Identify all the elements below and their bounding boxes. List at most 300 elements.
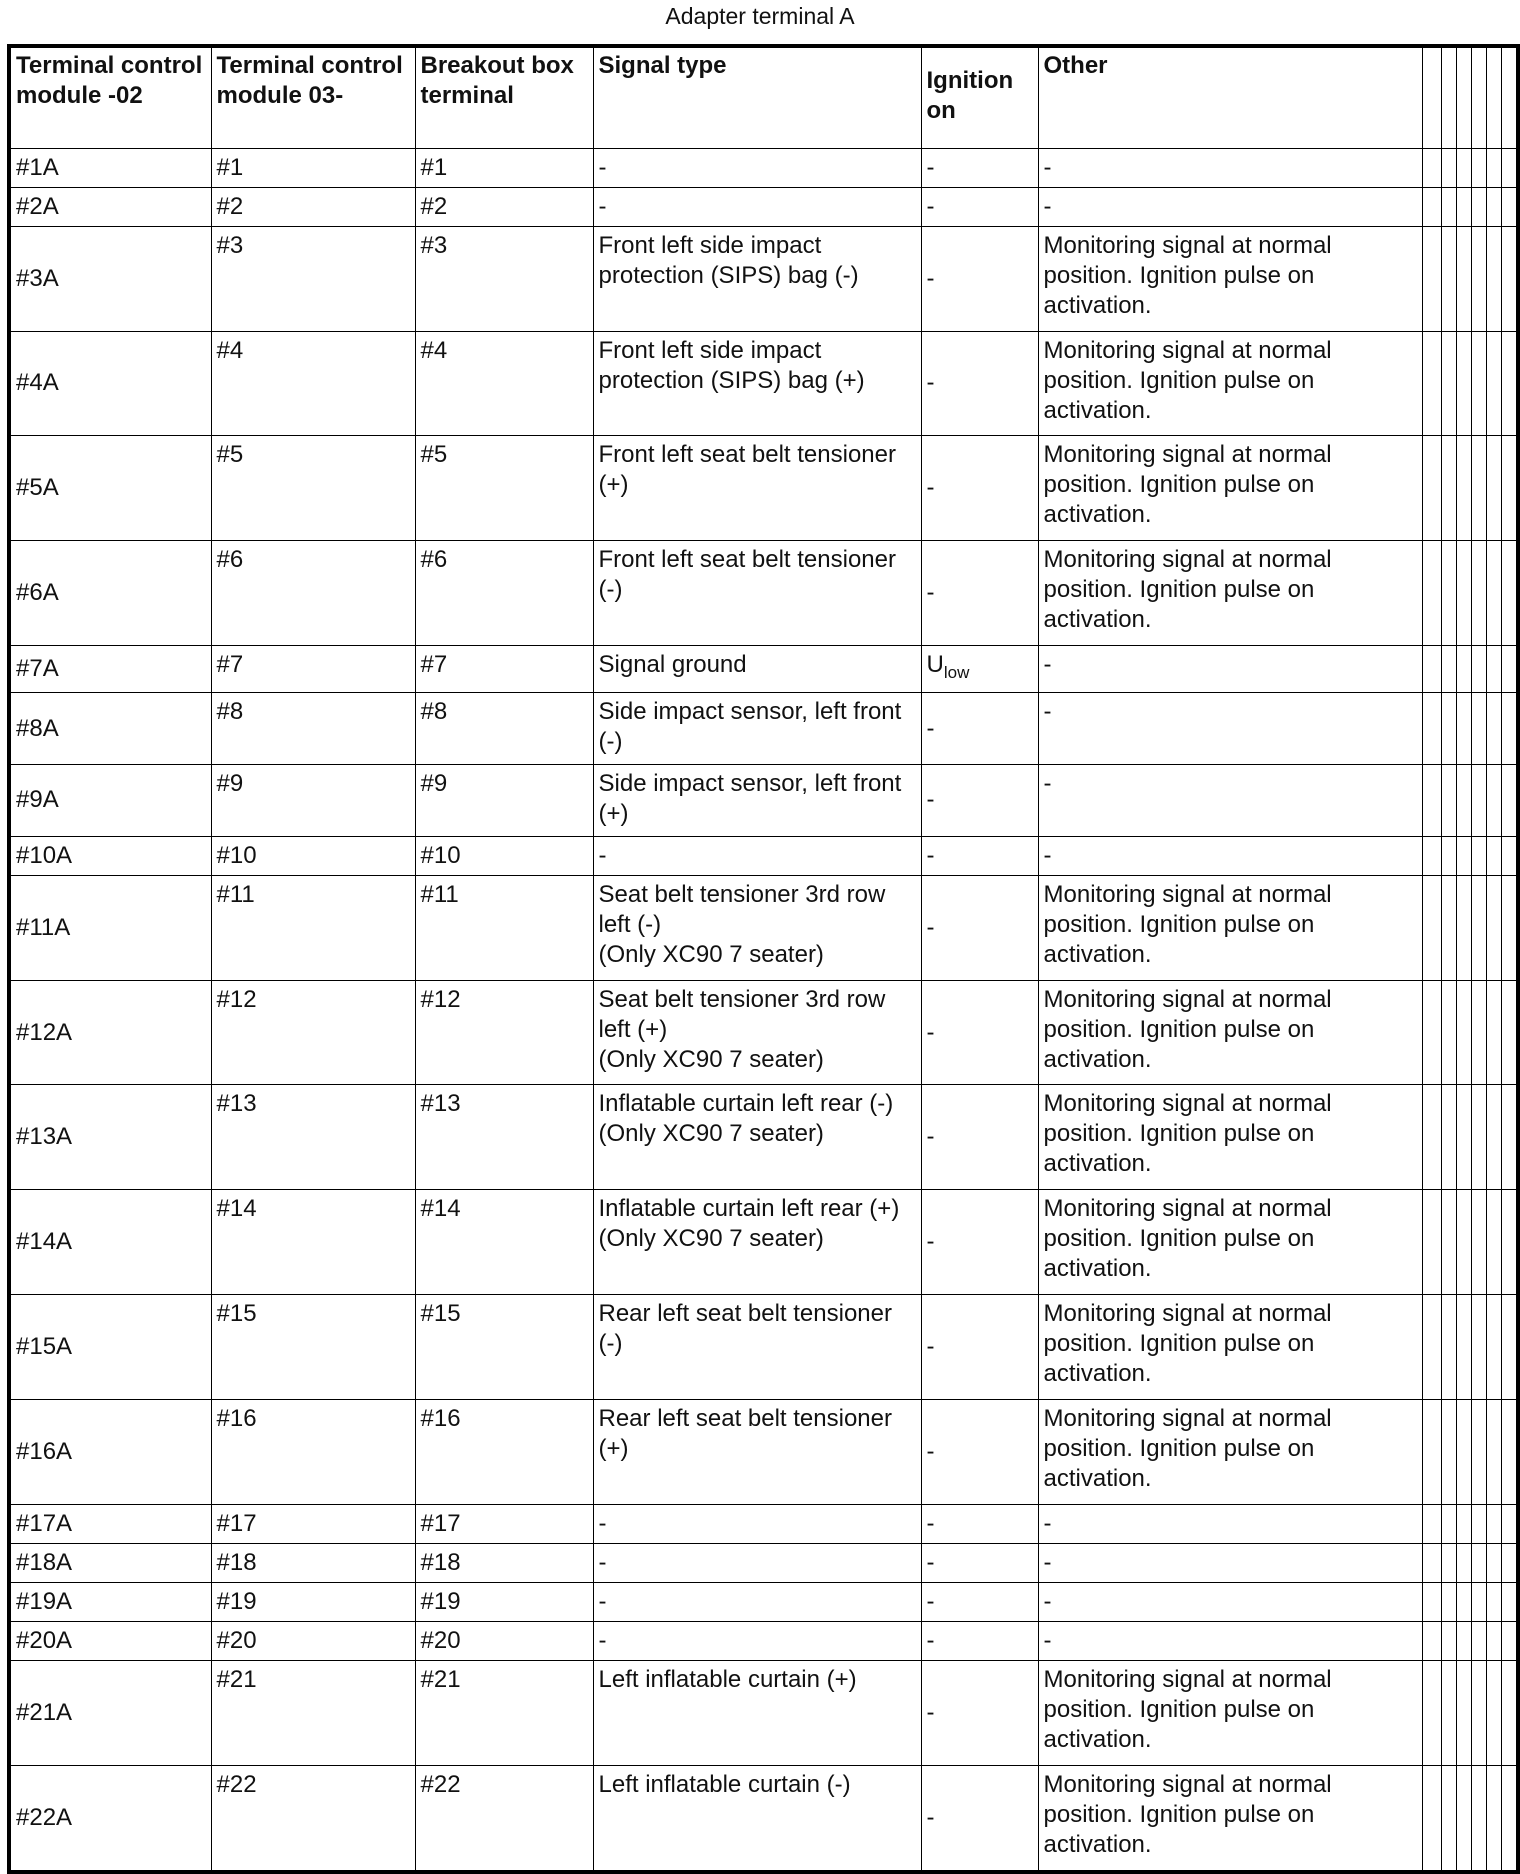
page-title: Adapter terminal A [665, 3, 855, 29]
cell-ignition-on [921, 1085, 1038, 1190]
signal-text: - [598, 153, 607, 181]
ignition-text: - [926, 1437, 935, 1465]
cell-ignition-on [921, 436, 1038, 541]
cell-ignition-on [921, 765, 1038, 837]
blank-column-cell [1456, 541, 1471, 646]
ignition-text: - [926, 1228, 935, 1256]
signal-text: Inflatable curtain left rear (-) [598, 1090, 894, 1118]
blank-column-cell [1422, 1661, 1441, 1766]
cell-other: - [1038, 765, 1422, 837]
cell-ignition-on [921, 541, 1038, 646]
cell-ignition-on [921, 1295, 1038, 1400]
blank-column-cell [1471, 148, 1486, 187]
table-row [9, 331, 1518, 436]
ignition-text: - [926, 264, 935, 292]
cell-ignition-on [921, 226, 1038, 331]
cell-breakout-box: #12 [415, 980, 593, 1085]
table-row [9, 148, 1518, 187]
signal-note: (Only XC90 7 seater) [598, 940, 824, 968]
blank-column-cell [1422, 1295, 1441, 1400]
blank-column-cell [1501, 541, 1518, 646]
cell-breakout-box: #13 [415, 1085, 593, 1190]
blank-column-cell [1456, 1661, 1471, 1766]
blank-column-cell [1486, 1504, 1501, 1543]
blank-column-cell [1501, 1190, 1518, 1295]
blank-column-cell [1422, 875, 1441, 980]
blank-column-cell [1422, 645, 1441, 692]
header-breakout-box-terminal: Breakout box terminal [415, 46, 593, 148]
cell-ignition-on [921, 980, 1038, 1085]
blank-column-cell [1441, 1504, 1456, 1543]
table-row [9, 1190, 1518, 1295]
blank-column-cell [1456, 1622, 1471, 1661]
cell-signal-type [593, 645, 921, 692]
blank-column-cell [1471, 1504, 1486, 1543]
header-ignition-on: Ignition on [921, 46, 1038, 148]
blank-column-cell [1471, 693, 1486, 765]
cell-ignition-on [921, 875, 1038, 980]
signal-text: - [598, 1509, 607, 1537]
blank-column-cell [1422, 836, 1441, 875]
cell-terminal-03: #7 [211, 645, 415, 692]
ignition-text: - [926, 1018, 935, 1046]
blank-column-cell [1471, 187, 1486, 226]
blank-column-cell [1501, 645, 1518, 692]
cell-breakout-box: #5 [415, 436, 593, 541]
blank-column-cell [1471, 1543, 1486, 1582]
table-row [9, 1504, 1518, 1543]
signal-text: Side impact sensor, left front (+) [598, 770, 902, 828]
blank-column-cell [1456, 1295, 1471, 1400]
signal-text: Left inflatable curtain (-) [598, 1770, 851, 1798]
cell-other: Monitoring signal at normal position. Ignition pulse on activation. [1038, 1399, 1422, 1504]
cell-signal-type [593, 436, 921, 541]
blank-column-cell [1456, 1765, 1471, 1872]
blank-column-cell [1501, 331, 1518, 436]
blank-column-cell [1456, 1085, 1471, 1190]
blank-column-cell [1471, 1622, 1486, 1661]
signal-note: (Only XC90 7 seater) [598, 1045, 824, 1073]
cell-signal-type [593, 1765, 921, 1872]
blank-column-cell [1422, 1190, 1441, 1295]
blank-column-cell [1456, 1190, 1471, 1295]
table-row [9, 1399, 1518, 1504]
cell-signal-type [593, 1085, 921, 1190]
blank-column-cell [1456, 331, 1471, 436]
cell-other: Monitoring signal at normal position. Ignition pulse on activation. [1038, 541, 1422, 646]
cell-terminal-03: #17 [211, 1504, 415, 1543]
blank-column-cell [1441, 1543, 1456, 1582]
ignition-text: - [926, 1123, 935, 1151]
blank-column-cell [1422, 1085, 1441, 1190]
table-row [9, 1582, 1518, 1621]
blank-column-cell [1471, 1582, 1486, 1621]
blank-column-cell [1486, 226, 1501, 331]
cell-ignition-on [921, 1504, 1038, 1543]
cell-signal-type [593, 1661, 921, 1766]
table-row [9, 541, 1518, 646]
cell-terminal-02: #7A [9, 645, 211, 692]
cell-terminal-03: #20 [211, 1622, 415, 1661]
table-row [9, 187, 1518, 226]
cell-terminal-03: #21 [211, 1661, 415, 1766]
table-row [9, 645, 1518, 692]
cell-terminal-03: #1 [211, 148, 415, 187]
ignition-text: - [926, 1548, 935, 1576]
cell-terminal-03: #18 [211, 1543, 415, 1582]
table-row [9, 980, 1518, 1085]
blank-column-cell [1471, 980, 1486, 1085]
blank-column-cell [1441, 875, 1456, 980]
signal-text: - [598, 841, 607, 869]
cell-breakout-box: #21 [415, 1661, 593, 1766]
ignition-text: - [926, 1803, 935, 1831]
cell-terminal-02: #18A [9, 1543, 211, 1582]
cell-signal-type [593, 1190, 921, 1295]
cell-signal-type [593, 980, 921, 1085]
blank-column-cell [1441, 836, 1456, 875]
cell-signal-type [593, 187, 921, 226]
cell-terminal-03: #19 [211, 1582, 415, 1621]
blank-column-cell [1441, 226, 1456, 331]
blank-column-cell [1471, 541, 1486, 646]
blank-column-cell [1501, 1295, 1518, 1400]
blank-column-cell [1486, 1661, 1501, 1766]
blank-column-cell [1441, 148, 1456, 187]
cell-other: Monitoring signal at normal position. Ignition pulse on activation. [1038, 331, 1422, 436]
cell-other: - [1038, 1622, 1422, 1661]
blank-column-cell [1501, 875, 1518, 980]
blank-column-cell [1441, 331, 1456, 436]
table-row [9, 436, 1518, 541]
blank-column-cell [1422, 980, 1441, 1085]
blank-column-cell [1441, 693, 1456, 765]
ignition-text: - [926, 1509, 935, 1537]
cell-other: - [1038, 836, 1422, 875]
blank-column-cell [1422, 765, 1441, 837]
cell-terminal-02: #19A [9, 1582, 211, 1621]
cell-breakout-box: #16 [415, 1399, 593, 1504]
blank-column-cell [1501, 836, 1518, 875]
cell-terminal-03: #14 [211, 1190, 415, 1295]
cell-terminal-02: #14A [9, 1190, 211, 1295]
ignition-text: - [926, 786, 935, 814]
blank-column-cell [1471, 1765, 1486, 1872]
blank-column-cell [1486, 1190, 1501, 1295]
signal-text: Front left side impact protection (SIPS) bag (-) [598, 231, 859, 289]
cell-signal-type [593, 331, 921, 436]
blank-column-cell [1456, 1543, 1471, 1582]
blank-column-cell [1456, 1504, 1471, 1543]
ignition-subscript: low [943, 662, 970, 682]
cell-ignition-on [921, 1765, 1038, 1872]
cell-terminal-03: #15 [211, 1295, 415, 1400]
header-signal-type: Signal type [593, 46, 921, 148]
cell-terminal-02: #5A [9, 436, 211, 541]
blank-column-cell [1456, 693, 1471, 765]
blank-column-cell [1422, 436, 1441, 541]
blank-column-cell [1471, 645, 1486, 692]
ignition-text: - [926, 579, 935, 607]
blank-column-cell [1501, 1622, 1518, 1661]
blank-column-cell [1422, 148, 1441, 187]
header-other: Other [1038, 46, 1422, 148]
cell-other: Monitoring signal at normal position. Ignition pulse on activation. [1038, 1190, 1422, 1295]
cell-terminal-03: #8 [211, 693, 415, 765]
blank-column-cell [1471, 226, 1486, 331]
cell-other: Monitoring signal at normal position. Ignition pulse on activation. [1038, 980, 1422, 1085]
cell-terminal-02: #20A [9, 1622, 211, 1661]
blank-column-cell [1422, 226, 1441, 331]
blank-column-cell [1456, 875, 1471, 980]
signal-note: (Only XC90 7 seater) [598, 1225, 824, 1253]
cell-terminal-03: #12 [211, 980, 415, 1085]
cell-signal-type [593, 1504, 921, 1543]
cell-terminal-02: #9A [9, 765, 211, 837]
blank-column-cell [1501, 1085, 1518, 1190]
cell-ignition-on [921, 645, 1038, 692]
blank-column-cell [1486, 980, 1501, 1085]
blank-column-cell [1456, 226, 1471, 331]
cell-breakout-box: #4 [415, 331, 593, 436]
cell-signal-type [593, 1295, 921, 1400]
blank-column-cell [1486, 1582, 1501, 1621]
blank-column-cell [1471, 436, 1486, 541]
blank-column-cell [1422, 46, 1441, 148]
header-terminal-control-module-03: Terminal control module 03- [211, 46, 415, 148]
blank-column-cell [1441, 1399, 1456, 1504]
cell-terminal-02: #10A [9, 836, 211, 875]
cell-ignition-on [921, 148, 1038, 187]
blank-column-cell [1501, 148, 1518, 187]
signal-text: Seat belt tensioner 3rd row left (-) [598, 880, 886, 938]
blank-column-cell [1422, 1622, 1441, 1661]
cell-breakout-box: #9 [415, 765, 593, 837]
cell-ignition-on [921, 836, 1038, 875]
blank-column-cell [1422, 187, 1441, 226]
signal-text: Side impact sensor, left front (-) [598, 698, 902, 756]
blank-column-cell [1456, 765, 1471, 837]
cell-terminal-03: #10 [211, 836, 415, 875]
cell-terminal-02: #4A [9, 331, 211, 436]
cell-terminal-03: #3 [211, 226, 415, 331]
ignition-text: - [926, 841, 935, 869]
cell-breakout-box: #1 [415, 148, 593, 187]
blank-column-cell [1441, 645, 1456, 692]
signal-text: Front left side impact protection (SIPS) bag (+) [598, 336, 865, 394]
cell-terminal-02: #8A [9, 693, 211, 765]
blank-column-cell [1441, 765, 1456, 837]
cell-ignition-on [921, 693, 1038, 765]
cell-terminal-02: #3A [9, 226, 211, 331]
ignition-text: - [926, 1587, 935, 1615]
table-row [9, 1543, 1518, 1582]
cell-ignition-on [921, 187, 1038, 226]
cell-other: - [1038, 1504, 1422, 1543]
cell-breakout-box: #18 [415, 1543, 593, 1582]
pin-table [7, 44, 1520, 1874]
cell-breakout-box: #10 [415, 836, 593, 875]
blank-column-cell [1441, 980, 1456, 1085]
table-row [9, 1765, 1518, 1872]
signal-text: Left inflatable curtain (+) [598, 1666, 857, 1694]
table-row [9, 1085, 1518, 1190]
ignition-text: - [926, 153, 935, 181]
blank-column-cell [1441, 1295, 1456, 1400]
cell-breakout-box: #15 [415, 1295, 593, 1400]
blank-column-cell [1456, 1399, 1471, 1504]
blank-column-cell [1486, 46, 1501, 148]
blank-column-cell [1486, 148, 1501, 187]
cell-signal-type [593, 1543, 921, 1582]
cell-signal-type [593, 541, 921, 646]
blank-column-cell [1441, 1661, 1456, 1766]
blank-column-cell [1422, 1582, 1441, 1621]
signal-text: Rear left seat belt tensioner (+) [598, 1404, 892, 1462]
cell-signal-type [593, 836, 921, 875]
cell-terminal-02: #17A [9, 1504, 211, 1543]
blank-column-cell [1486, 875, 1501, 980]
signal-text: Signal ground [598, 650, 747, 678]
cell-other: - [1038, 645, 1422, 692]
cell-terminal-02: #22A [9, 1765, 211, 1872]
cell-ignition-on [921, 1582, 1038, 1621]
cell-breakout-box: #19 [415, 1582, 593, 1621]
blank-column-cell [1501, 1399, 1518, 1504]
cell-ignition-on [921, 1399, 1038, 1504]
cell-other: - [1038, 148, 1422, 187]
blank-column-cell [1456, 645, 1471, 692]
blank-column-cell [1486, 1622, 1501, 1661]
ignition-text: - [926, 1699, 935, 1727]
cell-breakout-box: #14 [415, 1190, 593, 1295]
cell-terminal-03: #22 [211, 1765, 415, 1872]
blank-column-cell [1422, 1765, 1441, 1872]
signal-text: Front left seat belt tensioner (+) [598, 441, 896, 499]
blank-column-cell [1501, 1765, 1518, 1872]
signal-text: - [598, 1587, 607, 1615]
table-row [9, 1295, 1518, 1400]
cell-terminal-02: #1A [9, 148, 211, 187]
blank-column-cell [1486, 1399, 1501, 1504]
table-row [9, 765, 1518, 837]
signal-text: Rear left seat belt tensioner (-) [598, 1300, 892, 1358]
cell-other: - [1038, 693, 1422, 765]
cell-terminal-02: #21A [9, 1661, 211, 1766]
blank-column-cell [1456, 1582, 1471, 1621]
cell-terminal-03: #6 [211, 541, 415, 646]
cell-ignition-on [921, 1622, 1038, 1661]
table-body [9, 148, 1518, 1872]
cell-other: Monitoring signal at normal position. Ignition pulse on activation. [1038, 875, 1422, 980]
cell-ignition-on [921, 1190, 1038, 1295]
blank-column-cell [1441, 1622, 1456, 1661]
blank-column-cell [1486, 1543, 1501, 1582]
cell-terminal-02: #11A [9, 875, 211, 980]
cell-terminal-02: #16A [9, 1399, 211, 1504]
cell-signal-type [593, 1582, 921, 1621]
cell-terminal-02: #6A [9, 541, 211, 646]
blank-column-cell [1441, 436, 1456, 541]
signal-note: (Only XC90 7 seater) [598, 1120, 824, 1148]
blank-column-cell [1441, 46, 1456, 148]
table-row [9, 1622, 1518, 1661]
cell-ignition-on [921, 1543, 1038, 1582]
blank-column-cell [1441, 541, 1456, 646]
blank-column-cell [1486, 1295, 1501, 1400]
cell-other: Monitoring signal at normal position. Ignition pulse on activation. [1038, 1295, 1422, 1400]
blank-column-cell [1422, 693, 1441, 765]
blank-column-cell [1441, 1085, 1456, 1190]
blank-column-cell [1471, 1399, 1486, 1504]
ignition-text: - [926, 1332, 935, 1360]
blank-column-cell [1471, 1661, 1486, 1766]
cell-other: Monitoring signal at normal position. Ignition pulse on activation. [1038, 1661, 1422, 1766]
cell-other: Monitoring signal at normal position. Ignition pulse on activation. [1038, 226, 1422, 331]
blank-column-cell [1486, 331, 1501, 436]
blank-column-cell [1471, 765, 1486, 837]
ignition-text: - [926, 192, 935, 220]
blank-column-cell [1456, 187, 1471, 226]
blank-column-cell [1471, 46, 1486, 148]
blank-column-cell [1486, 645, 1501, 692]
blank-column-cell [1501, 46, 1518, 148]
cell-breakout-box: #3 [415, 226, 593, 331]
blank-column-cell [1501, 226, 1518, 331]
cell-breakout-box: #11 [415, 875, 593, 980]
cell-breakout-box: #8 [415, 693, 593, 765]
table-row [9, 875, 1518, 980]
cell-ignition-on [921, 331, 1038, 436]
blank-column-cell [1422, 331, 1441, 436]
blank-column-cell [1486, 765, 1501, 837]
cell-terminal-03: #9 [211, 765, 415, 837]
ignition-text: U [926, 650, 944, 678]
blank-column-cell [1456, 980, 1471, 1085]
blank-column-cell [1441, 1190, 1456, 1295]
header-terminal-control-module-02: Terminal control module -02 [9, 46, 211, 148]
blank-column-cell [1471, 331, 1486, 436]
cell-signal-type [593, 148, 921, 187]
blank-column-cell [1501, 1543, 1518, 1582]
cell-other: - [1038, 1543, 1422, 1582]
blank-column-cell [1456, 436, 1471, 541]
cell-terminal-03: #4 [211, 331, 415, 436]
blank-column-cell [1456, 148, 1471, 187]
cell-signal-type [593, 765, 921, 837]
blank-column-cell [1486, 436, 1501, 541]
cell-breakout-box: #17 [415, 1504, 593, 1543]
blank-column-cell [1456, 836, 1471, 875]
blank-column-cell [1486, 1085, 1501, 1190]
table-row [9, 693, 1518, 765]
blank-column-cell [1501, 693, 1518, 765]
blank-column-cell [1501, 765, 1518, 837]
cell-breakout-box: #20 [415, 1622, 593, 1661]
cell-signal-type [593, 1622, 921, 1661]
cell-terminal-02: #13A [9, 1085, 211, 1190]
cell-terminal-03: #13 [211, 1085, 415, 1190]
cell-signal-type [593, 1399, 921, 1504]
cell-terminal-03: #16 [211, 1399, 415, 1504]
cell-signal-type [593, 693, 921, 765]
blank-column-cell [1501, 187, 1518, 226]
cell-signal-type [593, 226, 921, 331]
blank-column-cell [1441, 1765, 1456, 1872]
ignition-text: - [926, 474, 935, 502]
signal-text: Front left seat belt tensioner (-) [598, 546, 896, 604]
blank-column-cell [1441, 1582, 1456, 1621]
